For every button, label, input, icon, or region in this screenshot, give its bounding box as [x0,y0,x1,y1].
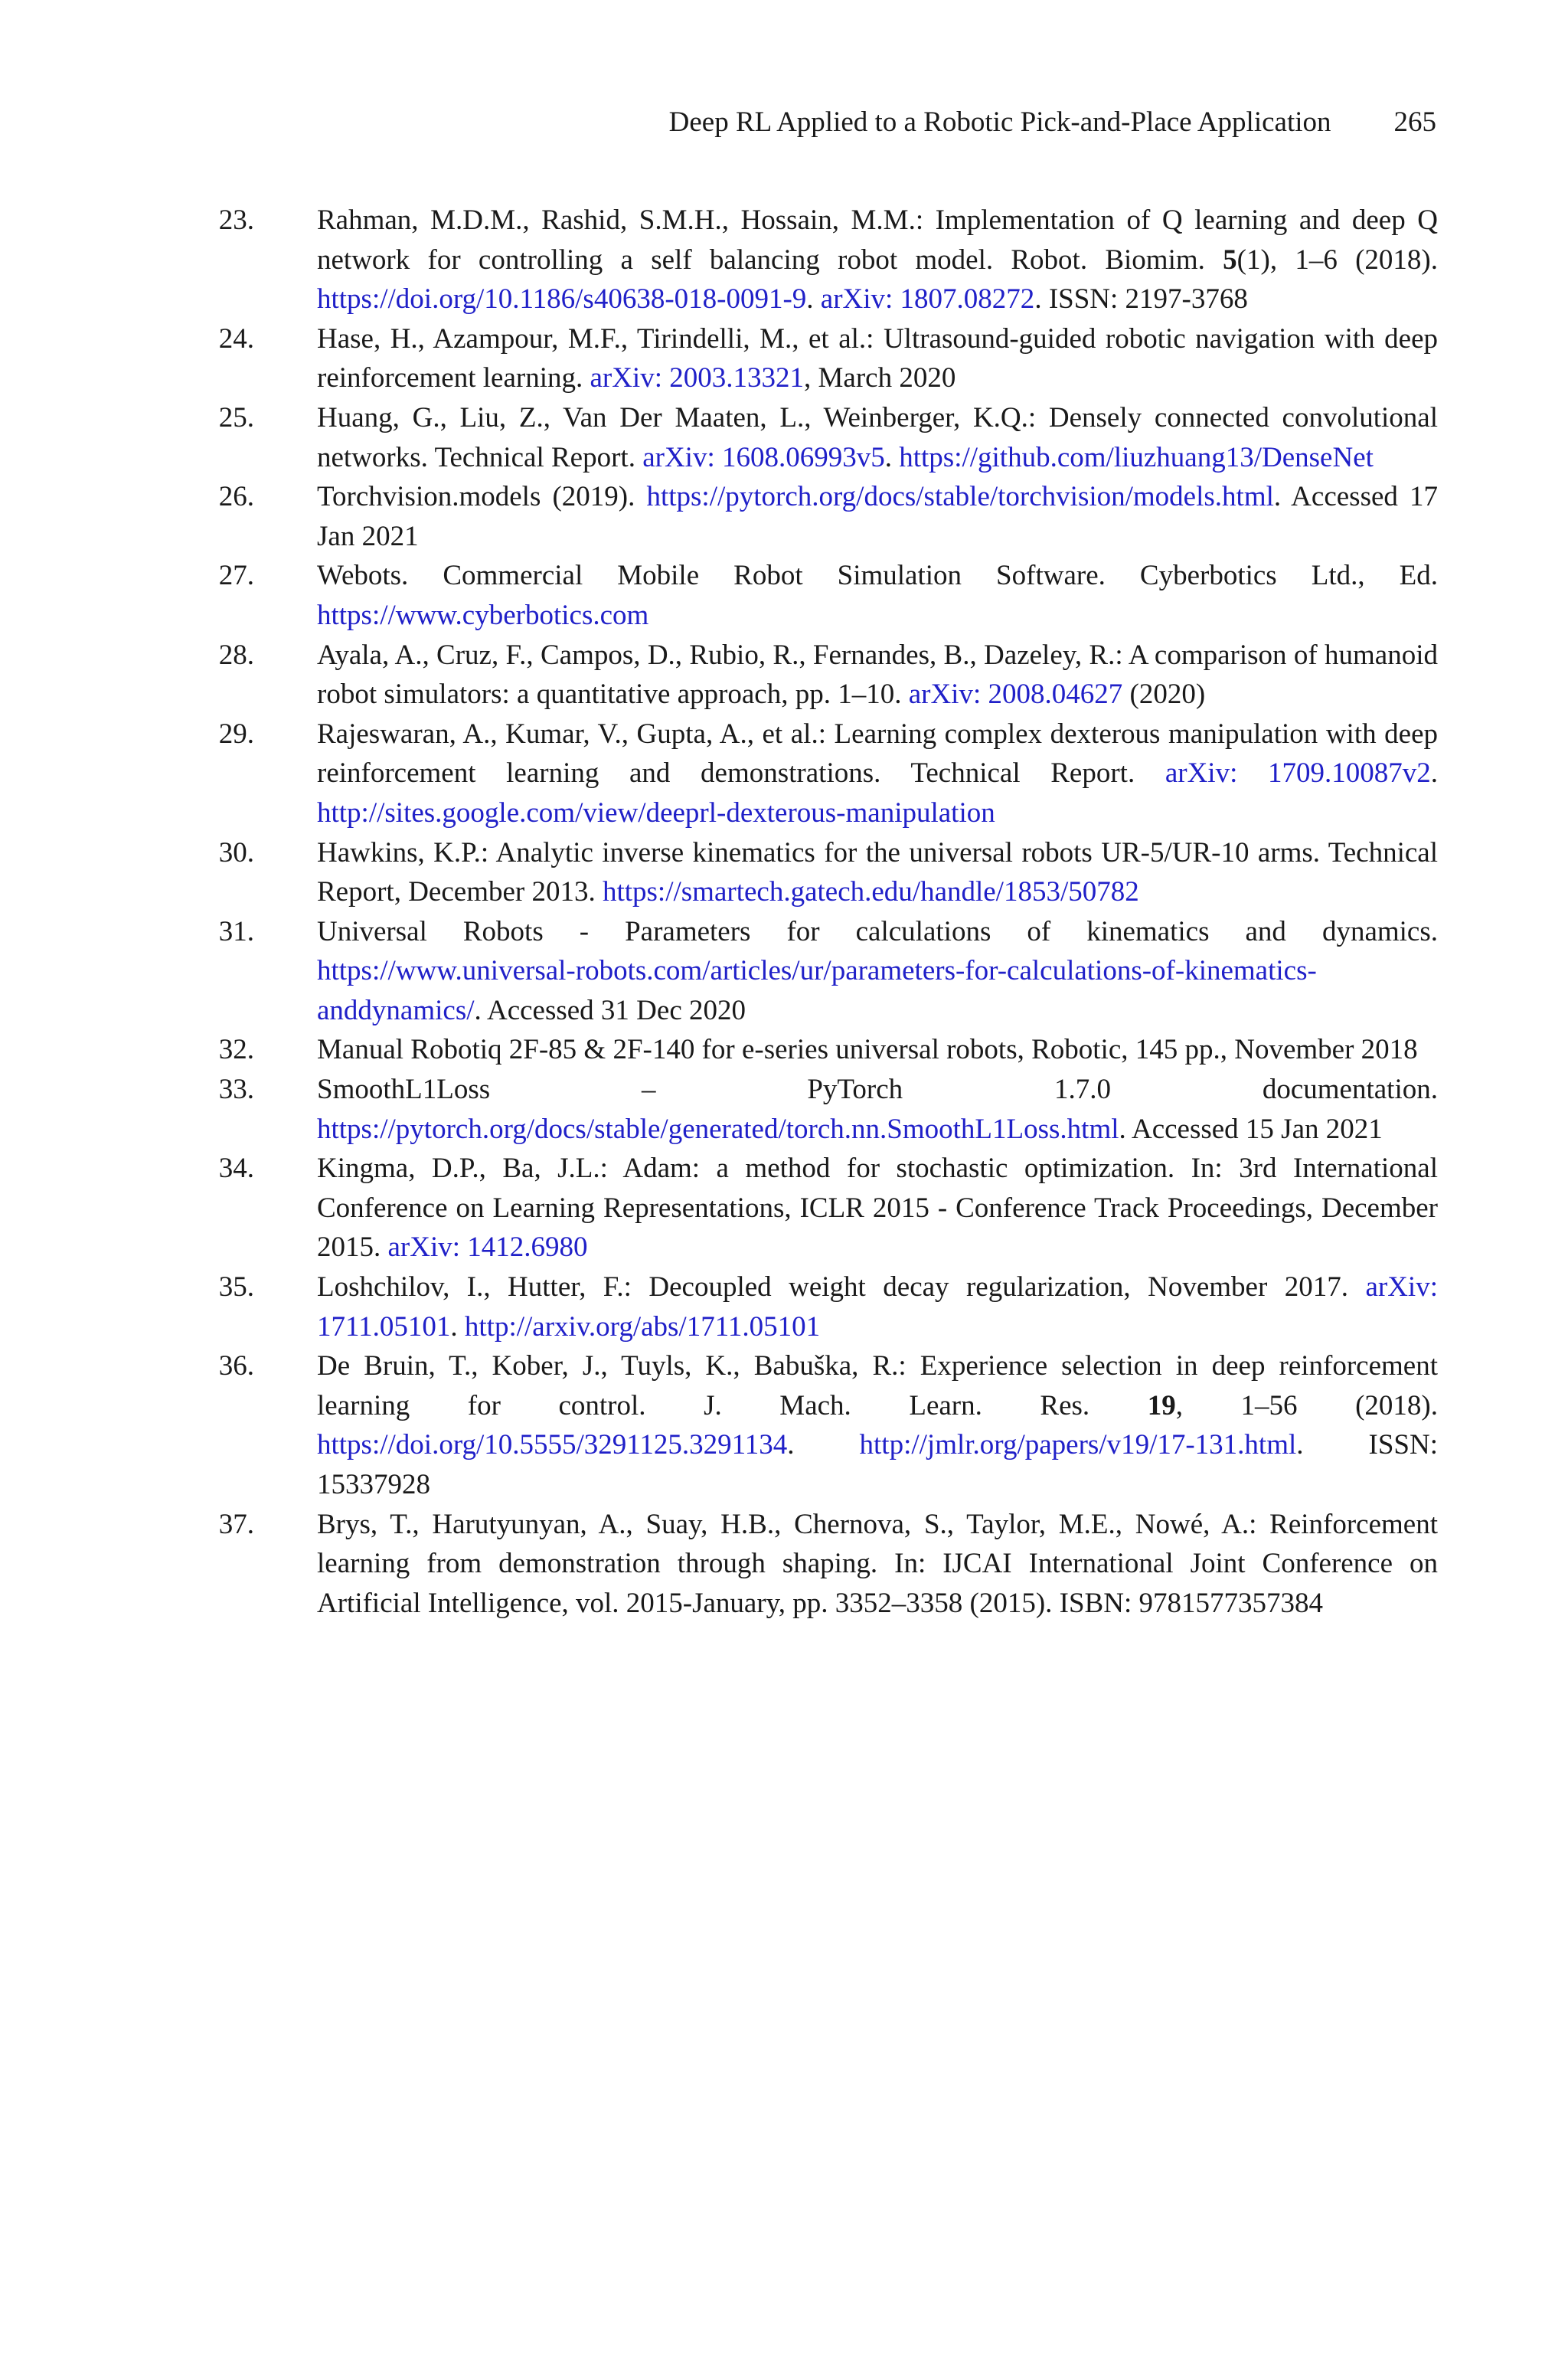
reference-segment: SmoothL1Loss – PyTorch 1.7.0 documentation. [317,1074,1438,1106]
reference-link[interactable]: arXiv: 1608.06993v5 [642,441,885,473]
reference-number: 30. [218,836,254,868]
reference-segment: , 1–56 (2018). [1175,1389,1438,1421]
reference-segment: . Accessed 15 Jan 2021 [1119,1113,1383,1145]
reference-link[interactable]: arXiv: 1412.6980 [387,1232,588,1264]
reference-segment: Webots. Commercial Mobile Robot Simulation Software. Cyberbotics Ltd., Ed. [317,560,1438,592]
reference-item [191,715,1438,833]
reference-segment: . ISSN: 2197-3768 [1034,283,1248,316]
reference-text [317,1505,1438,1624]
reference-text [317,201,1438,319]
reference-text [317,715,1438,833]
reference-number: 25. [218,401,254,433]
reference-segment: Torchvision.models (2019). [317,481,647,513]
reference-segment: Manual Robotiq 2F-85 & 2F-140 for e-series universal robots, Robotic, 145 pp., November 2018 [317,1034,1418,1066]
reference-link[interactable]: https://pytorch.org/docs/stable/torchvision/models.html [646,481,1274,513]
reference-number: 35. [218,1271,254,1303]
reference-link[interactable]: arXiv: 2008.04627 [908,679,1123,711]
reference-text [317,1268,1438,1346]
reference-link[interactable]: https://smartech.gatech.edu/handle/1853/50782 [602,876,1139,908]
reference-link[interactable]: https://doi.org/10.1186/s40638-018-0091-9 [317,283,807,316]
reference-segment: Kingma, D.P., Ba, J.L.: Adam: a method for stochastic optimization. In: 3rd International Conference on Learning Representations, ICLR 2015 - Conference Track Proceedings, December 2015. [317,1153,1438,1264]
reference-number: 27. [218,560,254,592]
reference-item [191,398,1438,477]
reference-segment: Huang, G., Liu, Z., Van Der Maaten, L., Weinberger, K.Q.: Densely connected convolutional networks. Technical Report. [317,401,1438,473]
reference-volume: 5 [1223,244,1237,276]
reference-segment: Hawkins, K.P.: Analytic inverse kinematics for the universal robots UR-5/UR-10 arms. Technical Report, December 2013. [317,836,1438,908]
reference-number: 33. [218,1074,254,1106]
reference-item [191,636,1438,715]
reference-number: 36. [218,1350,254,1382]
reference-text [317,398,1438,477]
reference-number: 37. [218,1508,254,1540]
reference-item [191,1070,1438,1149]
reference-segment: . [450,1310,465,1343]
reference-text [317,912,1438,1031]
reference-segment: Brys, T., Harutyunyan, A., Suay, H.B., Chernova, S., Taylor, M.E., Nowé, A.: Reinforcement learning from demonstration through shaping. In: IJCAI International Joint Conference on Artificial Intelligence, vol. 2015-January, pp. 3352–3358 (2015). ISBN: 9781577357384 [317,1508,1438,1619]
reference-item [191,1268,1438,1346]
reference-segment: (2020) [1122,679,1206,711]
reference-number: 34. [218,1153,254,1185]
reference-text [317,1346,1438,1504]
reference-number: 31. [218,915,254,947]
running-title: Deep RL Applied to a Robotic Pick-and-Place Application [668,106,1331,138]
reference-number: 28. [218,639,254,671]
reference-segment: Hase, H., Azampour, M.F., Tirindelli, M., et al.: Ultrasound-guided robotic navigation with deep reinforcement learning. [317,322,1438,394]
reference-item [191,556,1438,635]
reference-text [317,636,1438,715]
reference-text [317,556,1438,635]
reference-link[interactable]: arXiv: 1711.05101 [317,1271,1438,1343]
reference-item [191,833,1438,912]
reference-segment: (1), 1–6 (2018). [1236,244,1438,276]
reference-number: 26. [218,481,254,513]
reference-segment: Rahman, M.D.M., Rashid, S.M.H., Hossain, M.M.: Implementation of Q learning and deep Q network for controlling a self balancing robot model. Robot. Biomim. [317,204,1438,276]
reference-item [191,1346,1438,1504]
reference-link[interactable]: arXiv: 2003.13321 [590,362,804,394]
reference-segment: Rajeswaran, A., Kumar, V., Gupta, A., et al.: Learning complex dexterous manipulation with deep reinforcement learning and demonstrations. Technical Report. [317,718,1438,790]
reference-item [191,1030,1438,1070]
reference-text [317,1070,1438,1149]
reference-link[interactable]: https://pytorch.org/docs/stable/generated/torch.nn.SmoothL1Loss.html [317,1113,1119,1145]
reference-segment: . [806,283,821,316]
reference-segment: Ayala, A., Cruz, F., Campos, D., Rubio, R., Fernandes, B., Dazeley, R.: A comparison of humanoid robot simulators: a quantitative approach, pp. 1–10. [317,639,1438,711]
page-number: 265 [1393,106,1436,138]
reference-link[interactable]: http://sites.google.com/view/deeprl-dexterous-manipulation [317,796,995,829]
reference-link[interactable]: https://doi.org/10.5555/3291125.3291134 [317,1429,788,1461]
reference-text [317,319,1438,398]
reference-segment: Universal Robots - Parameters for calculations of kinematics and dynamics. [317,915,1438,947]
page-header [459,106,1436,144]
reference-segment: . Accessed 31 Dec 2020 [474,994,746,1026]
reference-link[interactable]: http://jmlr.org/papers/v19/17-131.html [859,1429,1297,1461]
reference-link[interactable]: https://www.cyberbotics.com [317,599,649,631]
reference-segment: . [1430,757,1438,790]
reference-item [191,912,1438,1031]
reference-text [317,1149,1438,1268]
reference-link[interactable]: https://www.universal-robots.com/articles/ur/parameters-for-calculations-of-kinematics-anddynamics/ [317,955,1317,1026]
reference-text [317,477,1438,556]
reference-item [191,1505,1438,1624]
reference-list [191,201,1438,1623]
reference-segment: , March 2020 [804,362,956,394]
reference-segment: . [787,1429,860,1461]
reference-item [191,319,1438,398]
reference-segment: . [884,441,900,473]
reference-segment: . Accessed 17 Jan 2021 [317,481,1438,552]
reference-link[interactable]: https://github.com/liuzhuang13/DenseNet [899,441,1374,473]
reference-segment: De Bruin, T., Kober, J., Tuyls, K., Babuška, R.: Experience selection in deep reinforcement learning for control. J. Mach. Learn. Res. [317,1350,1438,1421]
reference-link[interactable]: arXiv: 1709.10087v2 [1165,757,1431,790]
reference-item [191,201,1438,319]
reference-number: 29. [218,718,254,750]
reference-segment: . ISSN: 15337928 [317,1429,1438,1500]
reference-item [191,477,1438,556]
reference-link[interactable]: arXiv: 1807.08272 [820,283,1035,316]
reference-number: 32. [218,1034,254,1066]
reference-text [317,833,1438,912]
reference-segment: Loshchilov, I., Hutter, F.: Decoupled weight decay regularization, November 2017. [317,1271,1366,1303]
reference-item [191,1149,1438,1268]
reference-number: 23. [218,204,254,236]
reference-link[interactable]: http://arxiv.org/abs/1711.05101 [464,1310,821,1343]
reference-number: 24. [218,322,254,355]
reference-text [317,1030,1438,1070]
reference-volume: 19 [1147,1389,1176,1421]
